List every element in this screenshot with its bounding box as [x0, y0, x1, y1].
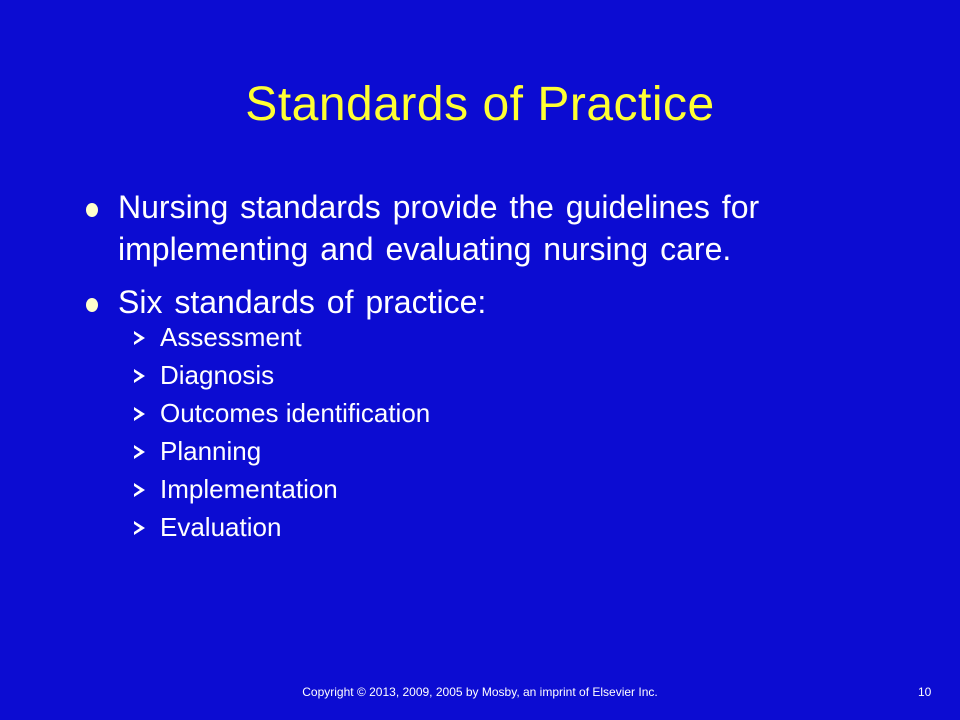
sub-bullet-item [134, 318, 834, 356]
sub-bullet-item [134, 394, 834, 432]
slide-title: Standards of Practice [245, 78, 715, 131]
sub-bullet-text: Evaluation [160, 512, 282, 542]
round-bullet-icon [86, 298, 98, 312]
bullet-text: Nursing standards provide the guidelines for implementing and evaluating nursing care. [118, 189, 760, 267]
round-bullet-icon [86, 203, 98, 217]
arrowhead-bullet-icon [134, 521, 145, 535]
sub-bullet-item [134, 508, 834, 546]
sub-bullet-text: Outcomes identification [160, 398, 431, 428]
sub-bullet-item [134, 356, 834, 394]
arrowhead-bullet-icon [134, 483, 145, 497]
sub-bullet-text: Implementation [160, 474, 338, 504]
arrowhead-bullet-icon [134, 369, 145, 383]
sub-bullet-list [134, 318, 834, 546]
sub-bullet-text: Planning [160, 436, 262, 466]
arrowhead-bullet-icon [134, 331, 145, 345]
sub-bullet-text: Assessment [160, 322, 302, 352]
bullet-item [118, 281, 878, 323]
sub-bullet-item [134, 470, 834, 508]
bullet-item [118, 186, 878, 270]
copyright-footer: Copyright © 2013, 2009, 2005 by Mosby, an imprint of Elsevier Inc. [302, 685, 658, 699]
sub-bullet-item [134, 432, 834, 470]
bullet-text: Six standards of practice: [118, 284, 487, 320]
arrowhead-bullet-icon [134, 445, 145, 459]
arrowhead-bullet-icon [134, 407, 145, 421]
page-number: 10 [918, 685, 932, 699]
sub-bullet-text: Diagnosis [160, 360, 275, 390]
